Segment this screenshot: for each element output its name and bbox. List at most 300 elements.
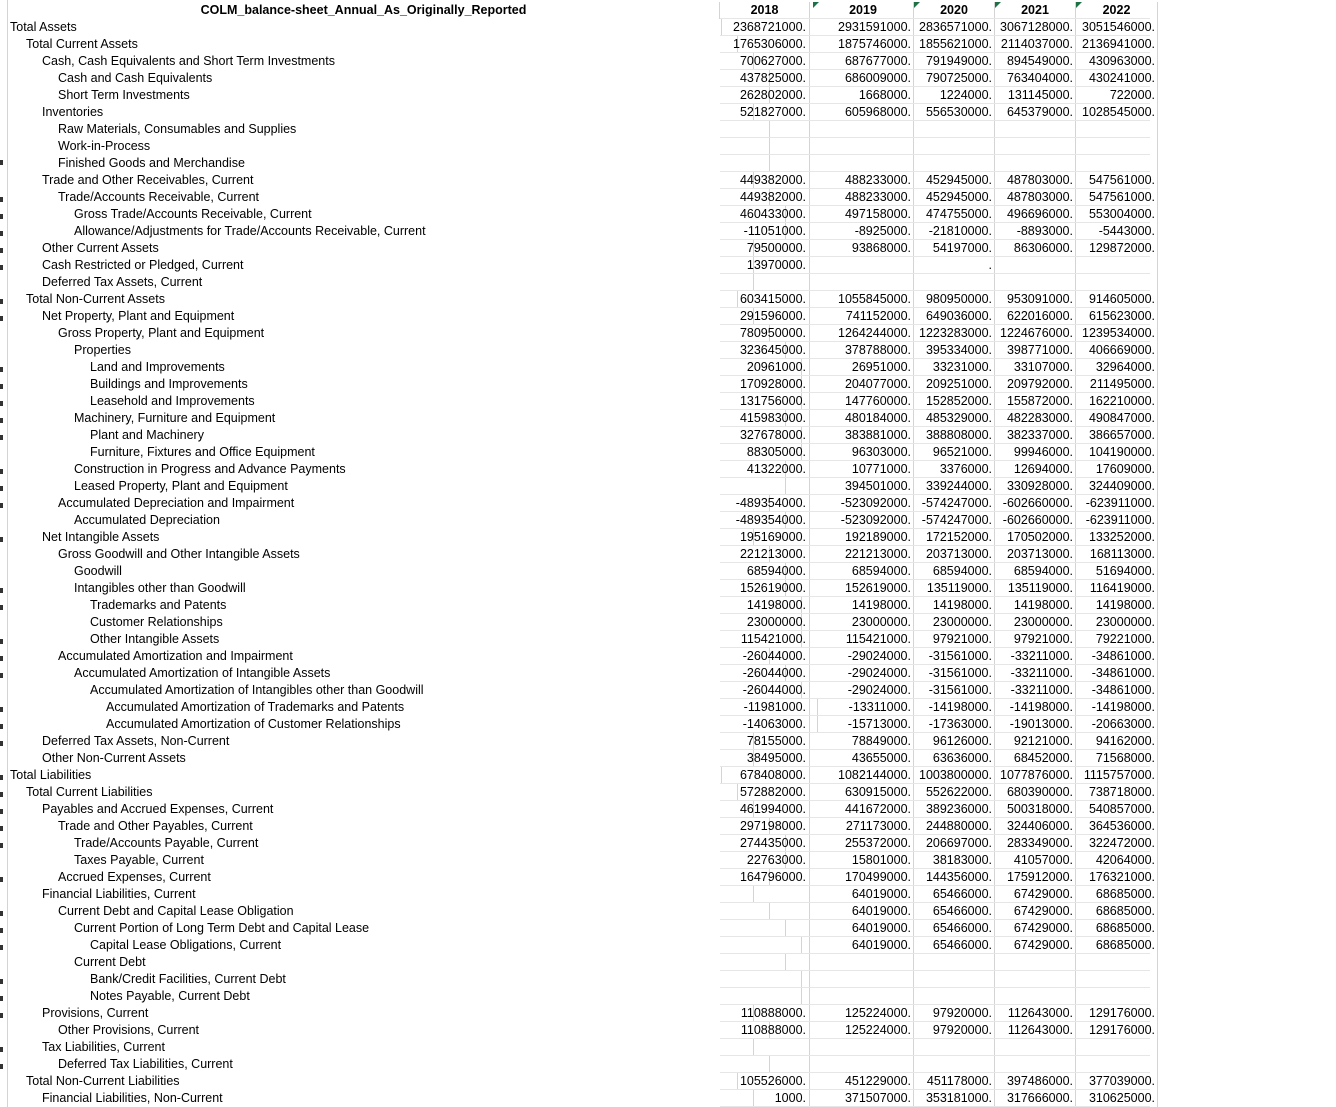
row-label[interactable]: Trade/Accounts Payable, Current	[8, 835, 786, 852]
value-cell[interactable]	[720, 155, 810, 172]
value-cell[interactable]: 449382000.	[720, 172, 810, 189]
value-cell[interactable]: 1082144000.	[813, 767, 914, 784]
value-cell[interactable]: 96126000.	[914, 733, 995, 750]
value-cell[interactable]	[720, 1056, 810, 1073]
row-label[interactable]: Other Non-Current Assets	[8, 750, 754, 767]
value-cell[interactable]: 65466000.	[914, 886, 995, 903]
value-cell[interactable]: -11981000.	[720, 699, 810, 716]
value-cell[interactable]: 68594000.	[914, 563, 995, 580]
value-cell[interactable]: 78155000.	[720, 733, 810, 750]
value-cell[interactable]: 17609000.	[1076, 461, 1158, 478]
row-label[interactable]: Accumulated Depreciation and Impairment	[8, 495, 770, 512]
value-cell[interactable]: 255372000.	[813, 835, 914, 852]
value-cell[interactable]: 738718000.	[1076, 784, 1158, 801]
value-cell[interactable]: 415983000.	[720, 410, 810, 427]
value-cell[interactable]: 13970000.	[720, 257, 810, 274]
row-label[interactable]: Payables and Accrued Expenses, Current	[8, 801, 754, 818]
row-label[interactable]: Land and Improvements	[8, 359, 802, 376]
value-cell[interactable]: 172152000.	[914, 529, 995, 546]
value-cell[interactable]: 125224000.	[813, 1022, 914, 1039]
value-cell[interactable]: 147760000.	[813, 393, 914, 410]
value-cell[interactable]: 603415000.	[720, 291, 810, 308]
value-cell[interactable]	[1076, 121, 1158, 138]
value-cell[interactable]	[995, 274, 1076, 291]
row-label[interactable]: Intangibles other than Goodwill	[8, 580, 786, 597]
value-cell[interactable]: 914605000.	[1076, 291, 1158, 308]
value-cell[interactable]	[720, 478, 810, 495]
value-cell[interactable]: 791949000.	[914, 53, 995, 70]
value-cell[interactable]: 547561000.	[1076, 189, 1158, 206]
value-cell[interactable]: 291596000.	[720, 308, 810, 325]
value-cell[interactable]: 192189000.	[813, 529, 914, 546]
value-cell[interactable]: 262802000.	[720, 87, 810, 104]
value-cell[interactable]: 2836571000.	[914, 19, 995, 36]
value-cell[interactable]: 449382000.	[720, 189, 810, 206]
value-cell[interactable]: 460433000.	[720, 206, 810, 223]
value-cell[interactable]	[720, 138, 810, 155]
value-cell[interactable]: 437825000.	[720, 70, 810, 87]
year-header-2018[interactable]: 2018	[720, 2, 810, 19]
value-cell[interactable]: 364536000.	[1076, 818, 1158, 835]
value-cell[interactable]: 317666000.	[995, 1090, 1076, 1107]
value-cell[interactable]: -26044000.	[720, 648, 810, 665]
value-cell[interactable]	[1076, 988, 1158, 1005]
value-cell[interactable]: 386657000.	[1076, 427, 1158, 444]
value-cell[interactable]: -14198000.	[914, 699, 995, 716]
value-cell[interactable]: 406669000.	[1076, 342, 1158, 359]
row-label[interactable]: Net Property, Plant and Equipment	[8, 308, 754, 325]
value-cell[interactable]: 135119000.	[914, 580, 995, 597]
value-cell[interactable]: -489354000.	[720, 495, 810, 512]
value-cell[interactable]: -14198000.	[995, 699, 1076, 716]
value-cell[interactable]	[813, 988, 914, 1005]
value-cell[interactable]	[914, 988, 995, 1005]
row-label[interactable]: Properties	[8, 342, 786, 359]
value-cell[interactable]: 116419000.	[1076, 580, 1158, 597]
value-cell[interactable]: 206697000.	[914, 835, 995, 852]
value-cell[interactable]	[813, 121, 914, 138]
row-label[interactable]: Deferred Tax Liabilities, Current	[8, 1056, 770, 1073]
value-cell[interactable]: 1055845000.	[813, 291, 914, 308]
value-cell[interactable]: -8893000.	[995, 223, 1076, 240]
value-cell[interactable]: 204077000.	[813, 376, 914, 393]
value-cell[interactable]: 451178000.	[914, 1073, 995, 1090]
value-cell[interactable]: 521827000.	[720, 104, 810, 121]
value-cell[interactable]: 68685000.	[1076, 920, 1158, 937]
value-cell[interactable]: -19013000.	[995, 716, 1076, 733]
row-label[interactable]: Furniture, Fixtures and Office Equipment	[8, 444, 802, 461]
row-label[interactable]: Cash Restricted or Pledged, Current	[8, 257, 754, 274]
value-cell[interactable]: -26044000.	[720, 682, 810, 699]
value-cell[interactable]: 274435000.	[720, 835, 810, 852]
row-label[interactable]: Deferred Tax Assets, Current	[8, 274, 754, 291]
row-label[interactable]: Trade/Accounts Receivable, Current	[8, 189, 770, 206]
value-cell[interactable]: 395334000.	[914, 342, 995, 359]
value-cell[interactable]	[995, 1039, 1076, 1056]
value-cell[interactable]: 33231000.	[914, 359, 995, 376]
row-label[interactable]: Accumulated Amortization and Impairment	[8, 648, 770, 665]
value-cell[interactable]	[720, 903, 810, 920]
value-cell[interactable]: 452945000.	[914, 189, 995, 206]
value-cell[interactable]: 10771000.	[813, 461, 914, 478]
value-cell[interactable]: 93868000.	[813, 240, 914, 257]
value-cell[interactable]: 1000.	[720, 1090, 810, 1107]
value-cell[interactable]: 26951000.	[813, 359, 914, 376]
value-cell[interactable]: 371507000.	[813, 1090, 914, 1107]
value-cell[interactable]: 497158000.	[813, 206, 914, 223]
row-label[interactable]: Finished Goods and Merchandise	[8, 155, 770, 172]
value-cell[interactable]: 79500000.	[720, 240, 810, 257]
row-label[interactable]: Notes Payable, Current Debt	[8, 988, 802, 1005]
value-cell[interactable]: 23000000.	[914, 614, 995, 631]
value-cell[interactable]: 67429000.	[995, 937, 1076, 954]
value-cell[interactable]: 68685000.	[1076, 886, 1158, 903]
value-cell[interactable]: -11051000.	[720, 223, 810, 240]
value-cell[interactable]: -17363000.	[914, 716, 995, 733]
row-label[interactable]: Accumulated Amortization of Intangibles other than Goodwill	[8, 682, 802, 699]
value-cell[interactable]: 51694000.	[1076, 563, 1158, 580]
row-label[interactable]: Machinery, Furniture and Equipment	[8, 410, 786, 427]
value-cell[interactable]: 474755000.	[914, 206, 995, 223]
value-cell[interactable]: -8925000.	[813, 223, 914, 240]
row-label[interactable]: Other Provisions, Current	[8, 1022, 770, 1039]
value-cell[interactable]: -33211000.	[995, 682, 1076, 699]
value-cell[interactable]: 176321000.	[1076, 869, 1158, 886]
value-cell[interactable]: -14063000.	[720, 716, 810, 733]
row-label[interactable]: Leasehold and Improvements	[8, 393, 802, 410]
value-cell[interactable]	[1076, 274, 1158, 291]
row-label[interactable]: Accrued Expenses, Current	[8, 869, 770, 886]
value-cell[interactable]: 203713000.	[995, 546, 1076, 563]
value-cell[interactable]: 394501000.	[813, 478, 914, 495]
value-cell[interactable]	[720, 1039, 810, 1056]
value-cell[interactable]: 12694000.	[995, 461, 1076, 478]
value-cell[interactable]: 152619000.	[720, 580, 810, 597]
value-cell[interactable]: 209251000.	[914, 376, 995, 393]
value-cell[interactable]: 3051546000.	[1076, 19, 1158, 36]
value-cell[interactable]: 389236000.	[914, 801, 995, 818]
value-cell[interactable]: 14198000.	[720, 597, 810, 614]
value-cell[interactable]	[1076, 138, 1158, 155]
row-label[interactable]: Trademarks and Patents	[8, 597, 802, 614]
row-label[interactable]: Goodwill	[8, 563, 786, 580]
value-cell[interactable]: 1028545000.	[1076, 104, 1158, 121]
value-cell[interactable]: 297198000.	[720, 818, 810, 835]
value-cell[interactable]	[813, 971, 914, 988]
value-cell[interactable]	[995, 121, 1076, 138]
year-header-2022[interactable]: 2022	[1076, 2, 1158, 19]
value-cell[interactable]: 487803000.	[995, 172, 1076, 189]
year-header-2021[interactable]: 2021	[995, 2, 1076, 19]
row-label[interactable]: Provisions, Current	[8, 1005, 754, 1022]
value-cell[interactable]: 131145000.	[995, 87, 1076, 104]
value-cell[interactable]	[1076, 1039, 1158, 1056]
value-cell[interactable]: 322472000.	[1076, 835, 1158, 852]
value-cell[interactable]: 152619000.	[813, 580, 914, 597]
value-cell[interactable]: -602660000.	[995, 495, 1076, 512]
value-cell[interactable]: 1223283000.	[914, 325, 995, 342]
value-cell[interactable]: 68685000.	[1076, 903, 1158, 920]
row-label[interactable]: Trade and Other Payables, Current	[8, 818, 770, 835]
value-cell[interactable]: 115421000.	[813, 631, 914, 648]
value-cell[interactable]: 42064000.	[1076, 852, 1158, 869]
year-header-2019[interactable]: 2019	[813, 2, 914, 19]
value-cell[interactable]: 65466000.	[914, 937, 995, 954]
value-cell[interactable]: 68594000.	[813, 563, 914, 580]
value-cell[interactable]: 23000000.	[995, 614, 1076, 631]
value-cell[interactable]: 398771000.	[995, 342, 1076, 359]
value-cell[interactable]: 482283000.	[995, 410, 1076, 427]
value-cell[interactable]: 790725000.	[914, 70, 995, 87]
value-cell[interactable]: 63636000.	[914, 750, 995, 767]
value-cell[interactable]: 68594000.	[995, 563, 1076, 580]
value-cell[interactable]: 271173000.	[813, 818, 914, 835]
value-cell[interactable]: 64019000.	[813, 886, 914, 903]
value-cell[interactable]: 97920000.	[914, 1005, 995, 1022]
row-label[interactable]: Total Assets	[8, 19, 722, 36]
value-cell[interactable]: 2931591000.	[813, 19, 914, 36]
value-cell[interactable]: 687677000.	[813, 53, 914, 70]
row-label[interactable]: Accumulated Amortization of Customer Relationships	[8, 716, 818, 733]
value-cell[interactable]: 209792000.	[995, 376, 1076, 393]
row-label[interactable]: Financial Liabilities, Non-Current	[8, 1090, 754, 1107]
row-label[interactable]: Gross Property, Plant and Equipment	[8, 325, 770, 342]
row-label[interactable]: Gross Goodwill and Other Intangible Assets	[8, 546, 770, 563]
value-cell[interactable]: 552622000.	[914, 784, 995, 801]
value-cell[interactable]: 195169000.	[720, 529, 810, 546]
value-cell[interactable]: 490847000.	[1076, 410, 1158, 427]
value-cell[interactable]: .	[914, 257, 995, 274]
value-cell[interactable]: 14198000.	[914, 597, 995, 614]
row-label[interactable]: Accumulated Amortization of Intangible Assets	[8, 665, 786, 682]
value-cell[interactable]: -29024000.	[813, 682, 914, 699]
value-cell[interactable]: 244880000.	[914, 818, 995, 835]
value-cell[interactable]: 1077876000.	[995, 767, 1076, 784]
value-cell[interactable]: 382337000.	[995, 427, 1076, 444]
row-label[interactable]: Accumulated Depreciation	[8, 512, 786, 529]
value-cell[interactable]: -31561000.	[914, 648, 995, 665]
value-cell[interactable]	[1076, 155, 1158, 172]
value-cell[interactable]: -523092000.	[813, 512, 914, 529]
value-cell[interactable]: 67429000.	[995, 886, 1076, 903]
value-cell[interactable]: 330928000.	[995, 478, 1076, 495]
value-cell[interactable]: -623911000.	[1076, 495, 1158, 512]
value-cell[interactable]: 23000000.	[720, 614, 810, 631]
value-cell[interactable]: 20961000.	[720, 359, 810, 376]
value-cell[interactable]	[995, 138, 1076, 155]
value-cell[interactable]: 2136941000.	[1076, 36, 1158, 53]
value-cell[interactable]	[914, 1039, 995, 1056]
row-label[interactable]: Plant and Machinery	[8, 427, 802, 444]
value-cell[interactable]: 1003800000.	[914, 767, 995, 784]
value-cell[interactable]: -31561000.	[914, 682, 995, 699]
value-cell[interactable]: 1765306000.	[720, 36, 810, 53]
value-cell[interactable]: 894549000.	[995, 53, 1076, 70]
value-cell[interactable]: 310625000.	[1076, 1090, 1158, 1107]
value-cell[interactable]: 168113000.	[1076, 546, 1158, 563]
value-cell[interactable]: 41322000.	[720, 461, 810, 478]
value-cell[interactable]: 1875746000.	[813, 36, 914, 53]
value-cell[interactable]: 323645000.	[720, 342, 810, 359]
value-cell[interactable]: 485329000.	[914, 410, 995, 427]
row-label[interactable]: Cash, Cash Equivalents and Short Term Investments	[8, 53, 754, 70]
value-cell[interactable]: 64019000.	[813, 920, 914, 937]
value-cell[interactable]: 79221000.	[1076, 631, 1158, 648]
value-cell[interactable]: 133252000.	[1076, 529, 1158, 546]
value-cell[interactable]: 645379000.	[995, 104, 1076, 121]
value-cell[interactable]	[720, 886, 810, 903]
value-cell[interactable]	[813, 155, 914, 172]
row-label[interactable]: Financial Liabilities, Current	[8, 886, 754, 903]
value-cell[interactable]: 33107000.	[995, 359, 1076, 376]
value-cell[interactable]: 678408000.	[720, 767, 810, 784]
value-cell[interactable]	[813, 274, 914, 291]
value-cell[interactable]: 97920000.	[914, 1022, 995, 1039]
value-cell[interactable]: 1239534000.	[1076, 325, 1158, 342]
value-cell[interactable]: 327678000.	[720, 427, 810, 444]
row-label[interactable]: Capital Lease Obligations, Current	[8, 937, 802, 954]
value-cell[interactable]: 953091000.	[995, 291, 1076, 308]
value-cell[interactable]	[720, 937, 810, 954]
row-label[interactable]: Short Term Investments	[8, 87, 770, 104]
value-cell[interactable]: 430963000.	[1076, 53, 1158, 70]
row-label[interactable]: Deferred Tax Assets, Non-Current	[8, 733, 754, 750]
value-cell[interactable]	[813, 954, 914, 971]
row-label[interactable]: Other Current Assets	[8, 240, 754, 257]
value-cell[interactable]: -574247000.	[914, 495, 995, 512]
value-cell[interactable]: 547561000.	[1076, 172, 1158, 189]
value-cell[interactable]: 170928000.	[720, 376, 810, 393]
row-label[interactable]: Cash and Cash Equivalents	[8, 70, 770, 87]
value-cell[interactable]: 700627000.	[720, 53, 810, 70]
value-cell[interactable]: 155872000.	[995, 393, 1076, 410]
value-cell[interactable]: -26044000.	[720, 665, 810, 682]
value-cell[interactable]	[1076, 1056, 1158, 1073]
value-cell[interactable]: 99946000.	[995, 444, 1076, 461]
value-cell[interactable]	[914, 138, 995, 155]
row-label[interactable]: Other Intangible Assets	[8, 631, 802, 648]
row-label[interactable]: Total Non-Current Liabilities	[8, 1073, 738, 1090]
value-cell[interactable]: 397486000.	[995, 1073, 1076, 1090]
value-cell[interactable]: -33211000.	[995, 648, 1076, 665]
row-label[interactable]: Total Current Assets	[8, 36, 738, 53]
value-cell[interactable]: 43655000.	[813, 750, 914, 767]
value-cell[interactable]	[1076, 257, 1158, 274]
value-cell[interactable]: -21810000.	[914, 223, 995, 240]
value-cell[interactable]: 605968000.	[813, 104, 914, 121]
value-cell[interactable]: 722000.	[1076, 87, 1158, 104]
value-cell[interactable]: 112643000.	[995, 1022, 1076, 1039]
row-label[interactable]: Trade and Other Receivables, Current	[8, 172, 754, 189]
value-cell[interactable]: -602660000.	[995, 512, 1076, 529]
value-cell[interactable]: -31561000.	[914, 665, 995, 682]
value-cell[interactable]	[995, 988, 1076, 1005]
row-label[interactable]: Net Intangible Assets	[8, 529, 754, 546]
value-cell[interactable]: 441672000.	[813, 801, 914, 818]
row-label[interactable]: Buildings and Improvements	[8, 376, 802, 393]
value-cell[interactable]: 110888000.	[720, 1022, 810, 1039]
value-cell[interactable]: 780950000.	[720, 325, 810, 342]
value-cell[interactable]: 162210000.	[1076, 393, 1158, 410]
value-cell[interactable]: 68594000.	[720, 563, 810, 580]
value-cell[interactable]: 283349000.	[995, 835, 1076, 852]
value-cell[interactable]	[914, 121, 995, 138]
value-cell[interactable]: 23000000.	[1076, 614, 1158, 631]
value-cell[interactable]: 221213000.	[720, 546, 810, 563]
row-label[interactable]: Customer Relationships	[8, 614, 802, 631]
value-cell[interactable]: -34861000.	[1076, 648, 1158, 665]
value-cell[interactable]: 615623000.	[1076, 308, 1158, 325]
value-cell[interactable]: 649036000.	[914, 308, 995, 325]
value-cell[interactable]: 553004000.	[1076, 206, 1158, 223]
value-cell[interactable]: 1668000.	[813, 87, 914, 104]
value-cell[interactable]: 451229000.	[813, 1073, 914, 1090]
value-cell[interactable]	[813, 138, 914, 155]
value-cell[interactable]: 96521000.	[914, 444, 995, 461]
value-cell[interactable]: 92121000.	[995, 733, 1076, 750]
value-cell[interactable]	[813, 1056, 914, 1073]
value-cell[interactable]: 339244000.	[914, 478, 995, 495]
value-cell[interactable]: -5443000.	[1076, 223, 1158, 240]
value-cell[interactable]: 68452000.	[995, 750, 1076, 767]
value-cell[interactable]: 97921000.	[914, 631, 995, 648]
value-cell[interactable]: 221213000.	[813, 546, 914, 563]
value-cell[interactable]: 556530000.	[914, 104, 995, 121]
row-label[interactable]: Inventories	[8, 104, 754, 121]
value-cell[interactable]: 378788000.	[813, 342, 914, 359]
value-cell[interactable]: 3376000.	[914, 461, 995, 478]
value-cell[interactable]: 430241000.	[1076, 70, 1158, 87]
value-cell[interactable]: -29024000.	[813, 665, 914, 682]
value-cell[interactable]: 203713000.	[914, 546, 995, 563]
value-cell[interactable]: 480184000.	[813, 410, 914, 427]
value-cell[interactable]: 488233000.	[813, 189, 914, 206]
value-cell[interactable]: 115421000.	[720, 631, 810, 648]
value-cell[interactable]: 135119000.	[995, 580, 1076, 597]
value-cell[interactable]: 14198000.	[995, 597, 1076, 614]
value-cell[interactable]: 686009000.	[813, 70, 914, 87]
value-cell[interactable]: -574247000.	[914, 512, 995, 529]
value-cell[interactable]: 452945000.	[914, 172, 995, 189]
value-cell[interactable]: 324409000.	[1076, 478, 1158, 495]
value-cell[interactable]: 38183000.	[914, 852, 995, 869]
value-cell[interactable]	[720, 971, 810, 988]
value-cell[interactable]	[995, 1056, 1076, 1073]
value-cell[interactable]: -13311000.	[813, 699, 914, 716]
value-cell[interactable]: 97921000.	[995, 631, 1076, 648]
value-cell[interactable]: -623911000.	[1076, 512, 1158, 529]
value-cell[interactable]: -29024000.	[813, 648, 914, 665]
value-cell[interactable]: 461994000.	[720, 801, 810, 818]
value-cell[interactable]: 763404000.	[995, 70, 1076, 87]
value-cell[interactable]: 630915000.	[813, 784, 914, 801]
value-cell[interactable]: 68685000.	[1076, 937, 1158, 954]
value-cell[interactable]	[813, 1039, 914, 1056]
value-cell[interactable]: 353181000.	[914, 1090, 995, 1107]
value-cell[interactable]: 110888000.	[720, 1005, 810, 1022]
value-cell[interactable]: 88305000.	[720, 444, 810, 461]
value-cell[interactable]: 388808000.	[914, 427, 995, 444]
sheet-title[interactable]: COLM_balance-sheet_Annual_As_Originally_Reported	[8, 2, 720, 19]
value-cell[interactable]: 96303000.	[813, 444, 914, 461]
value-cell[interactable]	[813, 257, 914, 274]
value-cell[interactable]: 488233000.	[813, 172, 914, 189]
value-cell[interactable]: 22763000.	[720, 852, 810, 869]
value-cell[interactable]: 572882000.	[720, 784, 810, 801]
value-cell[interactable]	[995, 954, 1076, 971]
value-cell[interactable]: 64019000.	[813, 937, 914, 954]
value-cell[interactable]: 741152000.	[813, 308, 914, 325]
